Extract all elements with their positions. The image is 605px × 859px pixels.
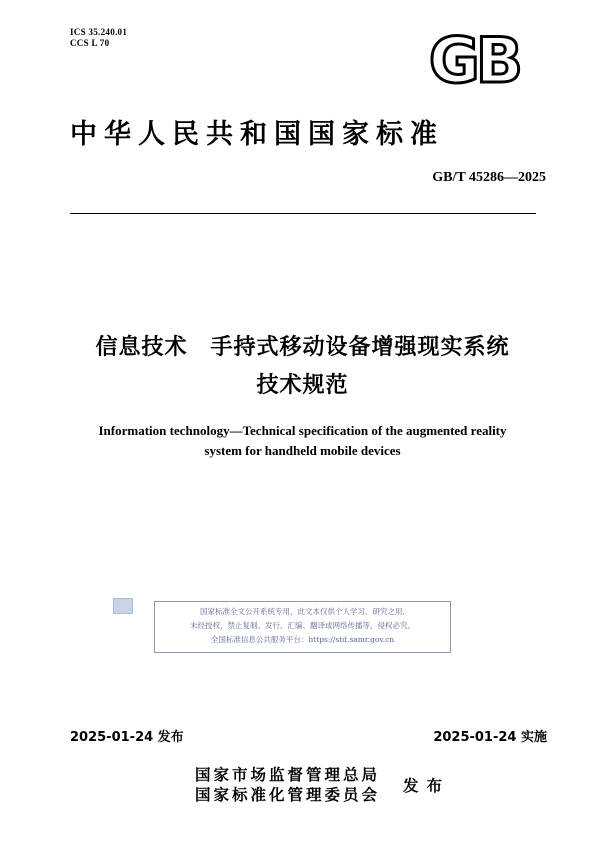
ccs-code: CCS L 70 <box>70 38 110 48</box>
publish-date: 2025-01-24 发布 <box>70 730 184 745</box>
watermark-stamp-icon <box>113 598 133 614</box>
notice-line2: 未经授权，禁止复制、发行、汇编、翻译或网络传播等，侵权必究。 <box>190 621 415 630</box>
issuer-line1: 国家市场监督管理总局 <box>195 765 381 784</box>
svg-text:GB: GB <box>428 29 520 89</box>
classification-codes <box>70 27 127 49</box>
title-cn-line1: 信息技术 手持式移动设备增强现实系统 <box>95 335 510 360</box>
issuer-line2: 国家标准化管理委员会 <box>195 785 381 804</box>
ics-code: ICS 35.240.01 <box>70 27 128 37</box>
implement-date: 2025-01-24 实施 <box>433 730 547 745</box>
title-en-line2: system for handheld mobile devices <box>204 443 401 458</box>
notice-line1: 国家标准全文公开系统专用，此文本仅供个人学习、研究之用, <box>200 607 405 616</box>
standard-number: GB/T 45286—2025 <box>432 170 546 185</box>
notice-line3: 全国标准信息公共服务平台：https://std.samr.gov.cn <box>210 635 395 644</box>
header-divider <box>70 213 536 214</box>
title-en-line1: Information technology—Technical specification of the augmented reality <box>98 423 507 438</box>
gb-logo <box>414 29 534 89</box>
copyright-notice-box <box>154 601 451 653</box>
national-standard-heading: 中华人民共和国国家标准 <box>70 119 444 150</box>
title-cn-line2: 技术规范 <box>256 373 349 398</box>
issue-label: 发布 <box>403 776 451 795</box>
